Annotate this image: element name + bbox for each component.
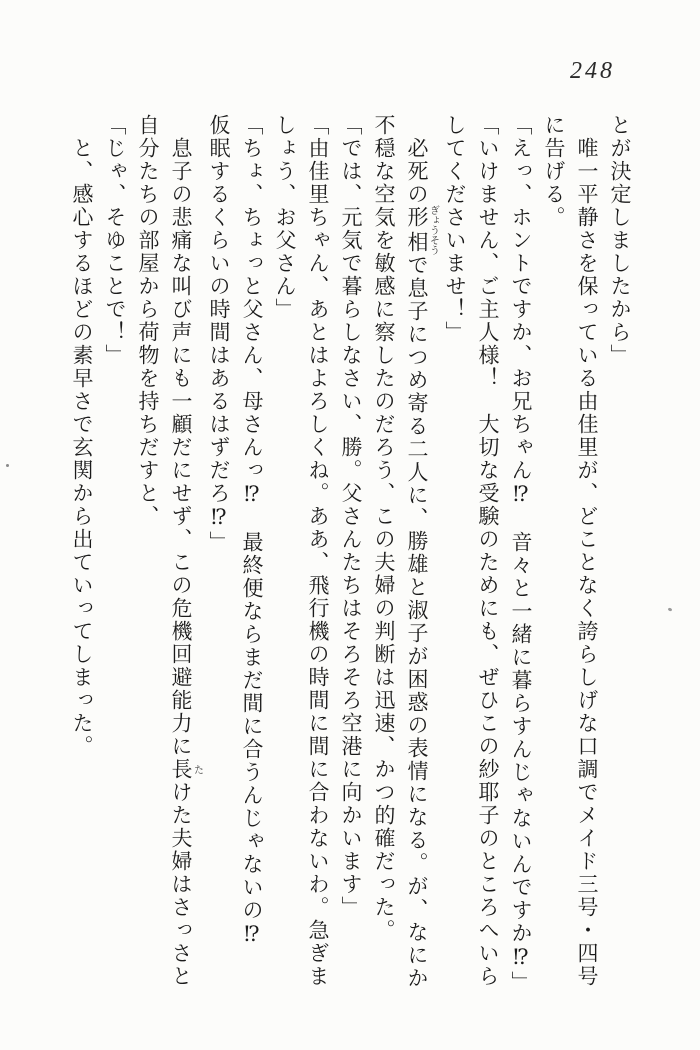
paragraph: 「由佳里ちゃん、あとはよろしくね。ああ、飛行機の時間に間に合わないわ。急ぎましょう、お父さん」 <box>273 114 330 988</box>
paragraph: 「えっ、ホントですか、お兄ちゃん⁉ 音々と一緒に暮らすんじゃないんですか⁉」 <box>509 114 533 994</box>
print-speck <box>6 464 9 467</box>
paragraph: 唯一平静さを保っている由佳里が、どことなく誇らしげな口調でメイド三号・四号に告げる。 <box>542 114 599 988</box>
paragraph: 「では、元気で暮らしなさい、勝。父さんたちはそろそろ空港に向かいます」 <box>339 114 363 919</box>
ruby-annotation: 形相ぎょうそう <box>405 205 439 255</box>
page-number: 248 <box>570 58 615 84</box>
paragraph: 息子の悲痛な叫び声にも一顧だにせず、この危機回避能力に長たけた夫婦はさっさと自分たちの部屋から荷物を持ちだすと、 <box>136 114 203 988</box>
paragraph: 必死の形相ぎょうそうで息子につめ寄る二人に、勝雄と淑子が困惑の表情になる。が、なにか不穏な空気を敏感に察したのだろう、この夫婦の判断は迅速、かつ的確だった。 <box>372 114 439 990</box>
paragraph: とが決定しましたから」 <box>608 114 632 367</box>
ruby-annotation: 長た <box>169 758 203 781</box>
text-block <box>50 114 636 994</box>
print-speck <box>668 607 673 611</box>
paragraph: 「ちょ、ちょっと父さん、母さんっ⁉ 最終便ならまだ間に合うんじゃないの⁉ 仮眠するくらいの時間はあるはずだろ⁉」 <box>207 114 264 971</box>
paragraph: と、感心するほどの素早さで玄関から出ていってしまった。 <box>70 137 94 758</box>
paragraph: 「いけません、ご主人様！ 大切な受験のためにも、ぜひこの紗耶子のところへいらしてくださいませ！」 <box>443 114 500 988</box>
paragraph: 「じゃ、そゆことで！」 <box>103 114 127 367</box>
